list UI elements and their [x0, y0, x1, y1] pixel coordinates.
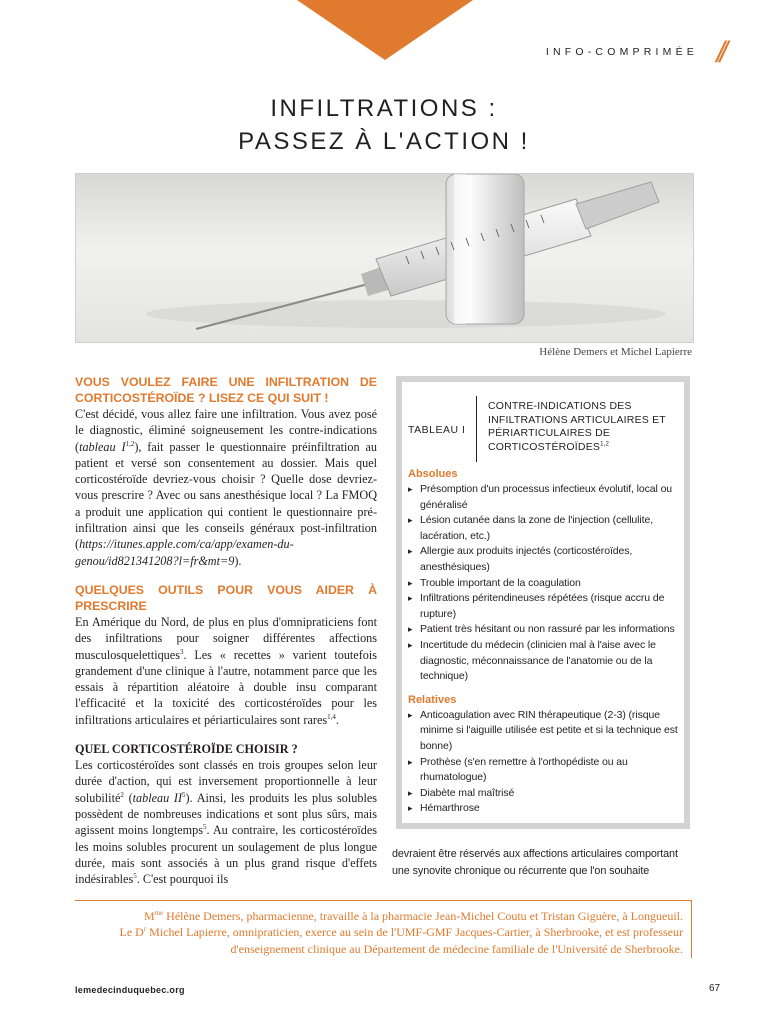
text-run: Hélène Demers, pharmacienne, travaille à la pharmacie Jean-Michel Coutu et Tristan Giguère, à Longueuil. [163, 909, 683, 923]
section-2-paragraph [75, 614, 377, 728]
section-heading-1: VOUS VOULEZ FAIRE UNE INFILTRATION DE CORTICOSTÉROÏDE ? LISEZ CE QUI SUIT ! [75, 375, 377, 405]
footnote-ref: 1,2 [600, 441, 610, 447]
footnote-ref: 1,4 [327, 712, 336, 721]
text-run: M [143, 909, 155, 923]
footnote-ref: 5 [182, 790, 186, 799]
list-item: ▸ Lésion cutanée dans la zone de l'injection (cellulite, lacération, etc.) [408, 513, 684, 544]
text-run: ), fait passer le questionnaire préinfiltration au patient et versé son consentement au dossier. Mais quel corticostéroïde devriez-vous choisir ? Quelle dose devriez-vous prescrire ? Avec ou sans anesthésique local ? La FMOQ a produit une application qui contient le questionnaire pré-infiltration ainsi que les conseils généraux post-infiltration ( [75, 439, 377, 552]
text-run: Les corticostéroïdes sont classés en trois groupes selon leur durée d'action, qui est inversement proportionnelle à leur solubilité [75, 758, 377, 805]
list-item: ▸ Anticoagulation avec RIN thérapeutique (2-3) (risque minime si l'aiguille utilisée est petite et si la technique est bonne) [408, 708, 684, 755]
footer-site[interactable]: lemedecinduquebec.org [75, 985, 185, 995]
title-line-1: INFILTRATIONS : [270, 95, 498, 122]
syringe-image [75, 173, 694, 343]
list-item: ▸ Patient très hésitant ou non rassuré par les informations [408, 622, 684, 638]
title-line-2: PASSEZ À L'ACTION ! [238, 128, 530, 155]
decorative-triangle [297, 0, 473, 60]
honorific-sup: r [143, 925, 147, 934]
text-run: ). Ainsi, les produits les plus solubles possèdent de nombreuses indications et sont plus sûrs, mais agissent moins longtemps [75, 790, 377, 838]
list-item: ▸ Diabète mal maîtrisé [408, 786, 684, 802]
table-title-text: CONTRE-INDICATIONS DES INFILTRATIONS ARTICULAIRES ET PÉRIARTICULAIRES DE CORTICOSTÉROÏDES [488, 400, 666, 453]
footnote-ref: 1,2 [125, 439, 135, 448]
text-run: . Les « recettes » varient toutefois grandement d'une clinique à l'autre, notamment parce que les essais à répartition aléatoire à double insu comparant l'efficacité et la toxicité des corticostéroïdes pour les infiltrations articulaires et périarticulaires sont rares [75, 647, 377, 727]
text-run: Michel Lapierre, omnipraticien, exerce au sein de l'UMF-GMF Jacques-Cartier, à Sherbrooke, et est professeur d'enseignement clinique au Département de médecine familiale de l'Université de Sherbrooke. [146, 925, 683, 956]
photo-credit: Hélène Demers et Michel Lapierre [539, 346, 692, 358]
text-run: C'est décidé, vous allez faire une infiltration. Vous avez posé le diagnostic, éliminé soigneusement les contre-indications ( [75, 407, 377, 454]
text-run: . C'est pourquoi ils [136, 872, 229, 887]
author-line-1 [75, 908, 683, 924]
list-item: ▸ Incertitude du médecin (clinicien mal à l'aise avec le diagnostic, méconnaissance de l'anatomie ou de la technique) [408, 638, 684, 685]
list-item: ▸ Infiltrations péritendineuses répétées (risque accru de rupture) [408, 591, 684, 622]
text-run: ( [123, 790, 133, 805]
author-line-2 [75, 924, 683, 957]
author-box [75, 900, 692, 958]
table-title [488, 400, 684, 454]
text-run: En Amérique du Nord, de plus en plus d'omnipraticiens font des infiltrations pour soigner différentes affections musculosquelettiques [75, 614, 377, 662]
section-heading-3: QUEL CORTICOSTÉROÏDE CHOISIR ? [75, 742, 298, 757]
table-panel [402, 382, 684, 823]
article-left-column [75, 374, 377, 887]
absolues-heading: Absolues [408, 468, 458, 480]
list-item: ▸ Présomption d'un processus infectieux évolutif, local ou généralisé [408, 482, 684, 513]
text-run: . Au contraire, les corticostéroïdes les moins solubles procurent un soulagement de plus longue durée, mais sont associés à un plus grand risque d'effets indésirables [75, 823, 377, 887]
app-url: https://itunes.apple.com/ca/app/examen-du-genou/id821341208?l=fr&mt=9 [75, 537, 294, 568]
text-run: . [335, 712, 339, 727]
footnote-ref: 3 [179, 647, 184, 656]
text-run: ). [234, 553, 242, 568]
table-divider [476, 396, 477, 462]
footnote-ref: 5 [133, 872, 137, 881]
list-item: ▸ Prothèse (s'en remettre à l'orthopédiste ou au rhumatologue) [408, 755, 684, 786]
absolues-list [402, 482, 684, 685]
article-continuation [392, 846, 692, 880]
section-3-paragraph [75, 757, 377, 887]
section-rubric: INFO-COMPRIMÉE [545, 46, 698, 58]
list-item: ▸ Allergie aux produits injectés (corticostéroïdes, anesthésiques) [408, 544, 684, 575]
syringe-illustration [76, 174, 693, 342]
footnote-ref: 2 [120, 790, 124, 799]
relatives-heading: Relatives [408, 693, 457, 706]
footnote-ref: 5 [202, 823, 207, 832]
rubric-slashes: // [716, 36, 723, 69]
section-heading-2: QUELQUES OUTILS POUR VOUS AIDER À PRESCRIRE [75, 582, 377, 613]
page-number: 67 [709, 983, 721, 994]
text-run: Le D [119, 925, 144, 940]
page-title [0, 92, 768, 158]
section-1-paragraph [75, 406, 377, 569]
honorific-sup: me [154, 909, 164, 917]
table-label: TABLEAU I [408, 424, 466, 436]
relatives-list [402, 708, 684, 817]
list-item: ▸ Hémarthrose [408, 801, 684, 817]
list-item: ▸ Trouble important de la coagulation [408, 576, 684, 592]
table-ref: tableau II [132, 790, 183, 805]
table-header [402, 392, 684, 462]
table-ref: tableau I [79, 439, 126, 454]
contraindications-table [396, 376, 690, 829]
continuation-paragraph: devraient être réservés aux affections articulaires comportant une synovite chronique ou récurrente que l'on souhaite [392, 848, 678, 877]
